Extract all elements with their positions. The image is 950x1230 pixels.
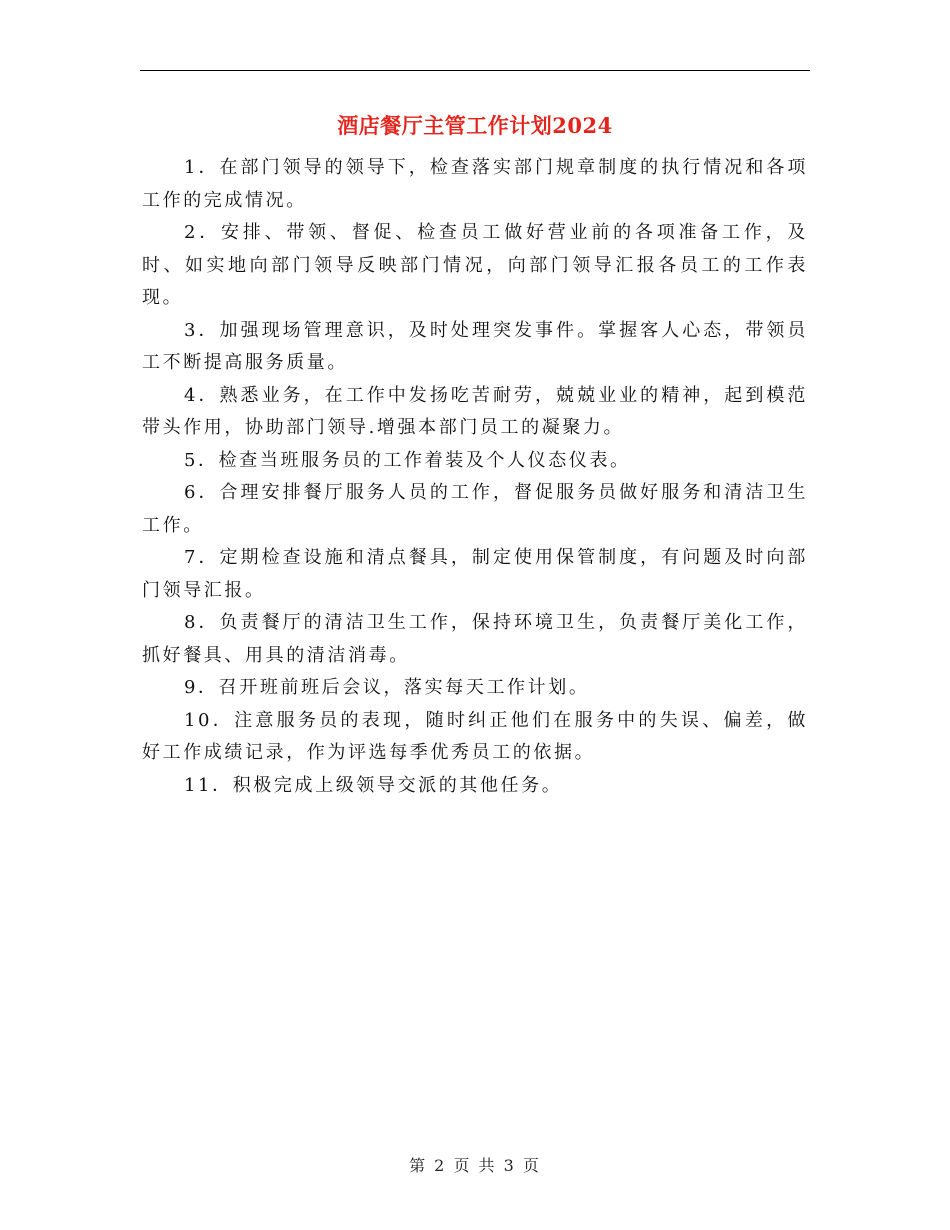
- list-item: 10．注意服务员的表现，随时纠正他们在服务中的失误、偏差，做好工作成绩记录，作为评选每季优秀员工的依据。: [142, 709, 808, 763]
- list-item: 7．定期检查设施和清点餐具，制定使用保管制度，有问题及时向部门领导汇报。: [142, 547, 808, 601]
- list-item: 4．熟悉业务，在工作中发扬吃苦耐劳，兢兢业业的精神，起到模范带头作用，协助部门领导.增强本部门员工的凝聚力。: [142, 384, 808, 438]
- list-item: 5．检查当班服务员的工作着装及个人仪态仪表。: [184, 449, 631, 471]
- list-item: 11．积极完成上级领导交派的其他任务。: [184, 774, 563, 796]
- list-item: 6．合理安排餐厅服务人员的工作，督促服务员做好服务和清洁卫生工作。: [142, 482, 808, 536]
- page-number: 第 2 页 共 3 页: [409, 1156, 541, 1175]
- list-item: 9．召开班前班后会议，落实每天工作计划。: [184, 677, 590, 698]
- list-item: 8．负责餐厅的清洁卫生工作，保持环境卫生，负责餐厅美化工作，抓好餐具、用具的清洁消毒。: [142, 612, 808, 666]
- document-title: 酒店餐厅主管工作计划2024: [337, 113, 613, 138]
- list-item: 3．加强现场管理意识，及时处理突发事件。掌握客人心态，带领员工不断提高服务质量。: [142, 319, 808, 373]
- document-body: [142, 152, 808, 802]
- header-rule: [140, 70, 810, 71]
- list-item: 2．安排、带领、督促、检查员工做好营业前的各项准备工作，及时、如实地向部门领导反映部门情况，向部门领导汇报各员工的工作表现。: [142, 222, 808, 308]
- list-item: 1．在部门领导的领导下，检查落实部门规章制度的执行情况和各项工作的完成情况。: [142, 157, 808, 211]
